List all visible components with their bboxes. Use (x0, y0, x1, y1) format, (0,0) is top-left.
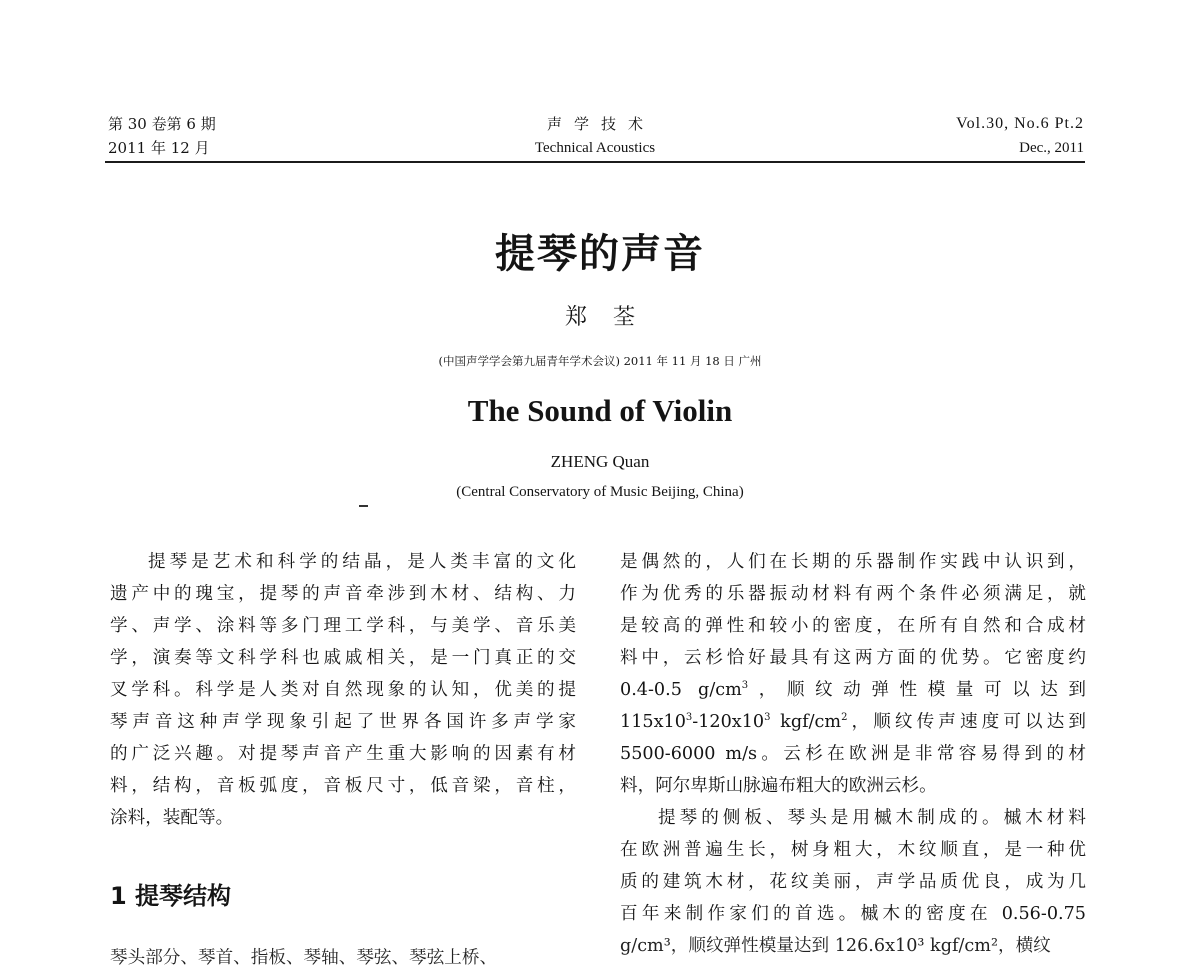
journal-name (450, 112, 740, 160)
modulus-text: ，顺纹传声速度可以达到 (847, 712, 1086, 732)
density-value: 0.4-0.5 g/cm (620, 680, 742, 700)
body-line: 学、声学、涂料等多门理工学科，与美学、音乐美 (110, 616, 576, 636)
right-column (620, 546, 1086, 930)
body-line: 遗产中的瑰宝，提琴的声音牵涉到木材、结构、力 (110, 584, 576, 604)
title-en: The Sound of Violin (467, 393, 733, 428)
body-line: 料中，云杉恰好最具有这两方面的优势。它密度约 (620, 648, 1086, 668)
date-cn: 2011 年 12 月 (108, 139, 210, 157)
body-line: 是较高的弹性和较小的密度，在所有自然和合成材 (620, 616, 1086, 636)
modulus-unit-exp: 2 (841, 712, 848, 724)
modulus-high: -120x10 (692, 712, 765, 732)
left-column (110, 546, 576, 834)
body-line: 是偶然的，人们在长期的乐器制作实践中认识到， (620, 552, 1086, 572)
body-line: 的广泛兴趣。对提琴声音产生重大影响的因素有材 (110, 744, 576, 764)
body-line: 在欧洲普遍生长，树身粗大，木纹顺直，是一种优 (620, 840, 1086, 860)
affiliation: (Central Conservatory of Music Beijing, China) (456, 484, 744, 500)
modulus-low: 115x10 (620, 712, 686, 732)
title-cn: 提琴的声音 (495, 231, 705, 277)
body-line: 提琴的侧板、琴头是用槭木制成的。槭木材料 (658, 808, 1086, 828)
journal-issue-en (956, 112, 1084, 160)
body-line-modulus (620, 706, 1086, 738)
body-line: 学，演奏等文科学科也戚戚相关，是一门真正的交 (110, 648, 576, 668)
body-line: 质的建筑木材，花纹美丽，声学品质优良，成为几 (620, 872, 1086, 892)
modulus-low-exp: 3 (685, 712, 693, 724)
density-text: ，顺纹动弹性模量可以达到 (748, 680, 1086, 700)
body-line: 5500-6000 m/s。云杉在欧洲是非常容易得到的材 (620, 744, 1086, 764)
journal-issue (108, 112, 216, 160)
body-line: 叉学科。科学是人类对自然现象的认知，优美的提 (110, 680, 576, 700)
author-cn: 郑荃 (564, 305, 661, 330)
date-en: Dec., 2011 (1019, 140, 1084, 156)
author-en: ZHENG Quan (550, 452, 650, 471)
scan-speck (359, 505, 368, 507)
modulus-unit: kgf/cm (770, 712, 842, 732)
conference-note: (中国声学学会第九届青年学术会议) 2011 年 11 月 18 日 广州 (438, 354, 762, 368)
journal-name-cn: 声学技术 (546, 115, 655, 133)
volume-issue-cn: 第 30 卷第 6 期 (108, 115, 216, 133)
body-line-density (620, 674, 1086, 706)
body-line: 琴声音这种声学现象引起了世界各国许多声学家 (110, 712, 576, 732)
body-line: 提琴是艺术和科学的结晶，是人类丰富的文化 (148, 552, 576, 572)
header-rule (105, 161, 1085, 163)
body-line: 料，结构，音板弧度，音板尺寸，低音梁，音柱， (110, 776, 576, 796)
section-heading: 1 提琴结构 (110, 882, 232, 910)
body-line: 百年来制作家们的首选。槭木的密度在 0.56-0.75 (620, 904, 1086, 924)
volume-issue-en: Vol.30, No.6 Pt.2 (956, 115, 1084, 132)
body-line: 涂料，装配等。 (110, 808, 234, 828)
body-line: 料，阿尔卑斯山脉遍布粗大的欧洲云杉。 (620, 776, 937, 796)
journal-name-en: Technical Acoustics (534, 140, 656, 156)
modulus-high-exp: 3 (764, 712, 771, 724)
body-line-cutoff: 琴头部分、琴首、指板、琴轴、琴弦、琴弦上桥、 (110, 948, 498, 968)
density-exponent: 3 (741, 680, 749, 692)
body-line: 作为优秀的乐器振动材料有两个条件必须满足，就 (620, 584, 1086, 604)
body-line-cutoff: g/cm³，顺纹弹性模量达到 126.6x10³ kgf/cm²，横纹 (620, 936, 1051, 956)
